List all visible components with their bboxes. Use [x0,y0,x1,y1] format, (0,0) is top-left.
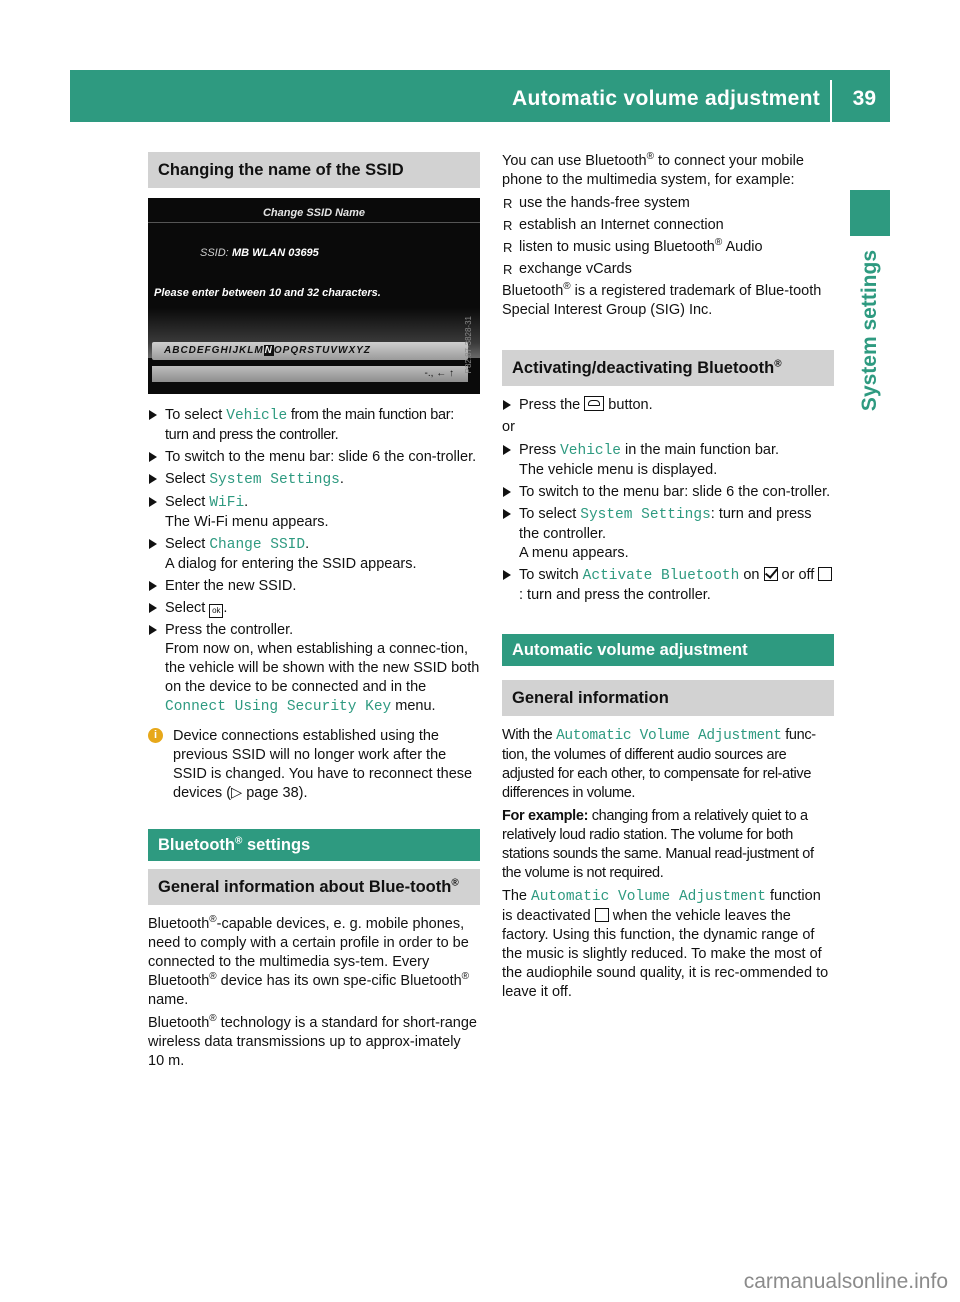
watermark: carmanualsonline.info [743,1270,948,1293]
paragraph: You can use Bluetooth® to connect your mobile phone to the multimedia system, for example: [502,151,804,188]
section-title-avc: Automatic volume adjustment [502,634,834,666]
screen-keyboard: ABCDEFGHIJKLMNOPQRSTUVWXYZ [152,342,468,360]
right-column [502,152,834,1006]
header-separator [830,80,832,122]
paragraph: The Automatic Volume Adjustment function is deactivated when the vehicle leaves the factory. Using this function, the dynamic range of the music is slightly reduced. To make the most of the audiophile sound quality, it is rec-ommended to leave it off. [502,888,829,1000]
bullet-item: R listen to music using Bluetooth® Audio [502,238,834,257]
step: Select Change SSID. A dialog for entering the SSID appears. [148,535,480,574]
paragraph: Bluetooth® is a registered trademark of Blue-tooth Special Interest Group (SIG) Inc. [502,281,822,318]
screen-divider [148,222,480,223]
page-header [70,70,890,122]
checkbox-checked-icon [764,567,778,581]
bullet-item: R use the hands-free system [502,194,834,213]
ssid-screenshot [148,198,480,394]
page-number: 39 [852,87,876,110]
section-title-bluetooth-settings: Bluetooth® settings [148,829,480,861]
screen-bottom-bar: -., ← ↑ [152,366,468,382]
screen-ssid-label: SSID: [200,247,229,259]
chapter-tab [850,190,890,236]
header-title: Automatic volume adjustment [512,87,820,110]
info-icon: i [148,728,163,743]
screen-code: P82.87-3828-31 [464,316,473,374]
ok-key-icon: ok [209,604,223,618]
step: Press Vehicle in the main function bar. The vehicle menu is displayed. [502,441,834,480]
selected-key: N [264,345,273,356]
bullet-item: R exchange vCards [502,260,834,279]
step: Enter the new SSID. [148,577,480,596]
controller-slide-icon: 6 [372,449,381,465]
step: Select System Settings. [148,470,480,490]
paragraph: Bluetooth®-capable devices, e. g. mobile phones, need to comply with a certain profile in order to be connected to the multimedia sys-tem. Every Bluetooth® device has its own spe-cific Bluetooth® name. [148,914,470,1008]
checkbox-empty-icon [595,908,609,922]
step: To switch Activate Bluetooth on or off : turn and press the controller. [502,566,834,605]
step: Press the controller. From now on, when establishing a connec-tion, the vehicle will be shown with the new SSID both on the device to be connected and in the Connect Using Security Key menu. [148,621,480,717]
step: To select Vehicle from the main function bar: turn and press the controller. [148,406,480,445]
step: To select System Settings: turn and press the controller. A menu appears. [502,505,834,563]
bullet-item: R establish an Internet connection [502,216,834,235]
or-text: or [502,419,515,435]
step: To switch to the menu bar: slide 6 the con-troller. [148,448,480,467]
paragraph: For example: changing from a relatively quiet to a relatively loud radio station. The volume for both stations sounds the same. Manual read-justment of the volume is not required. [502,808,814,881]
step: Select ok . [148,599,480,618]
controller-slide-icon: 6 [726,484,735,500]
paragraph: Bluetooth® technology is a standard for short-range wireless data transmissions up to approx-imately 10 m. [148,1013,477,1069]
checkbox-empty-icon [818,567,832,581]
info-note: i Device connections established using the previous SSID will no longer work after the SSID is changed. You have to reconnect these devices (▷ page 38). [148,727,480,803]
step: To switch to the menu bar: slide 6 the con-troller. [502,483,834,502]
step: Press the button. [502,396,834,415]
section-title-activate-bluetooth: Activating/deactivating Bluetooth® [502,350,834,386]
section-title-ssid: Changing the name of the SSID [148,152,480,188]
section-title-general-info: General information [502,680,834,716]
chapter-label: System settings [858,250,881,412]
left-column [148,152,480,1075]
page-ref-arrow-icon: ▷ [231,785,243,801]
screen-title: Change SSID Name [262,207,366,219]
paragraph: With the Automatic Volume Adjustment func-tion, the volumes of different audio sources are adjusted for each other, to compensate for rel-ative differences in volume. [502,727,816,801]
step: Select WiFi. The Wi-Fi menu appears. [148,493,480,532]
section-title-bt-general: General information about Blue-tooth® [148,869,480,905]
vehicle-button-icon [584,396,604,411]
screen-hint: Please enter between 10 and 32 characters. [154,287,381,299]
screen-ssid-value: MB WLAN 03695 [232,247,319,259]
